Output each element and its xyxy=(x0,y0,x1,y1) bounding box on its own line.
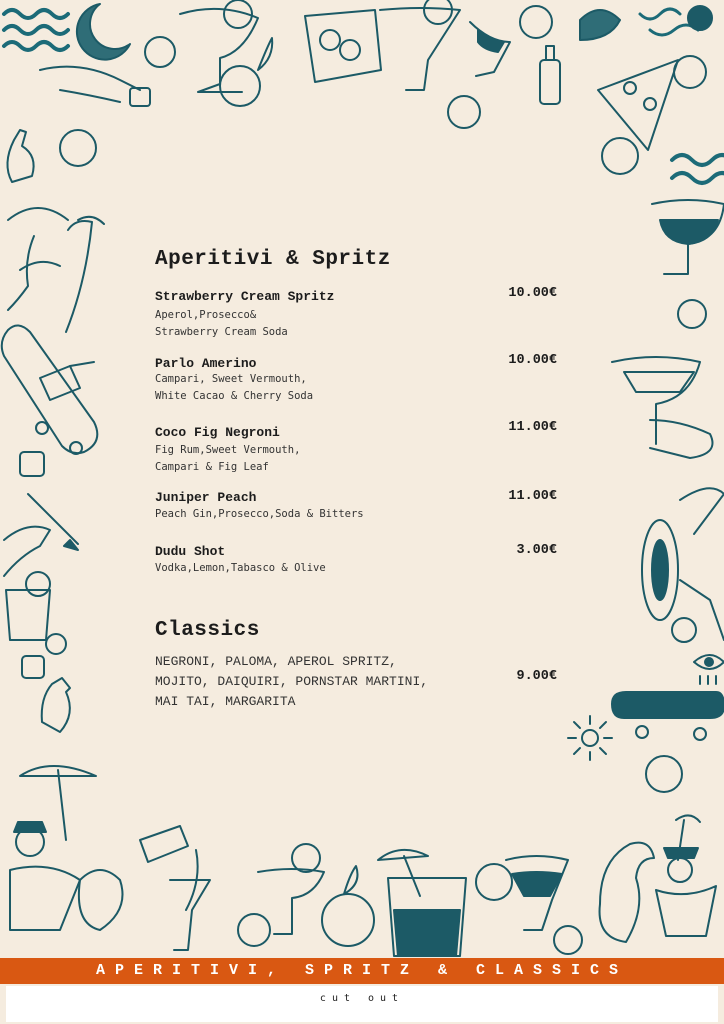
skateboard-icon xyxy=(2,325,98,454)
coupe-glass-icon xyxy=(506,856,568,930)
rocks-glass-icon xyxy=(388,878,466,956)
item-description: Fig Rum,Sweet Vermouth, Campari & Fig Leaf xyxy=(155,444,301,473)
lemon-slice-icon xyxy=(646,756,682,792)
leaf-icon xyxy=(344,866,358,894)
item-description: Peach Gin,Prosecco,Soda & Bitters xyxy=(155,508,364,520)
hand-icon xyxy=(4,527,50,576)
coupe-glass-icon xyxy=(652,200,724,274)
menu-item xyxy=(155,490,557,523)
cut-out-strip: cut out xyxy=(6,986,718,1022)
lemon-slice-icon xyxy=(476,864,512,900)
coupe-glass-icon xyxy=(470,22,510,76)
item-name: Coco Fig Negroni xyxy=(155,425,280,440)
eye-icon xyxy=(694,655,724,684)
menu-item xyxy=(155,286,557,341)
item-price: 11.00€ xyxy=(508,420,557,435)
item-price: 11.00€ xyxy=(508,489,557,504)
item-price: 10.00€ xyxy=(508,286,557,301)
leaf-icon xyxy=(258,38,272,70)
cocktail-umbrella-icon xyxy=(378,850,428,896)
ice-cube-icon xyxy=(20,452,44,476)
martini-glass-icon xyxy=(380,0,460,90)
menu-item xyxy=(155,420,557,476)
wave-icon xyxy=(4,10,68,50)
flamingo-icon xyxy=(600,843,654,942)
item-name: Strawberry Cream Spritz xyxy=(155,289,335,304)
section-title-classics: Classics xyxy=(155,619,260,642)
martini-glass-icon xyxy=(170,880,210,950)
lemon-slice-icon xyxy=(520,6,552,38)
lemon-icon xyxy=(322,894,374,946)
cup-icon xyxy=(40,362,94,400)
skeleton-icon xyxy=(10,822,80,930)
lemon-slice-icon xyxy=(602,138,638,174)
item-description: Campari, Sweet Vermouth, White Cacao & Cherry Soda xyxy=(155,373,314,402)
item-name: Parlo Amerino xyxy=(155,356,257,371)
bottle-icon xyxy=(42,678,70,732)
hand-icon xyxy=(40,67,140,102)
section-title-aperitivi: Aperitivi & Spritz xyxy=(155,248,391,271)
sun-icon xyxy=(688,6,712,30)
classics-block xyxy=(155,652,557,712)
ice-cube-icon xyxy=(22,656,44,678)
lemon-slice-icon xyxy=(678,300,706,328)
flamingo-float-icon xyxy=(79,870,123,930)
menu-item xyxy=(155,353,557,405)
item-name: Dudu Shot xyxy=(155,544,226,559)
leaf-icon xyxy=(580,10,620,40)
lemon-slice-icon xyxy=(554,926,582,954)
arrow-icon xyxy=(28,494,78,550)
moon-icon xyxy=(77,4,130,60)
lemon-icon xyxy=(238,914,270,946)
lemon-slice-icon xyxy=(448,96,480,128)
item-description: Aperol,Prosecco& Strawberry Cream Soda xyxy=(155,309,288,338)
classics-list: NEGRONI, PALOMA, APEROL SPRITZ, MOJITO, DAIQUIRI, PORNSTAR MARTINI, MAI TAI, MARGARITA xyxy=(155,654,429,709)
item-price: 3.00€ xyxy=(516,543,557,558)
footer-banner: APERITIVI, SPRITZ & CLASSICS xyxy=(0,958,724,984)
menu-content xyxy=(155,248,557,712)
coupe-glass-icon xyxy=(612,357,700,444)
rocks-glass-icon xyxy=(6,572,50,640)
skeleton-hand-icon xyxy=(60,130,96,166)
bottle-icon xyxy=(7,130,33,182)
skeleton-icon xyxy=(656,848,716,936)
mermaid-icon xyxy=(8,208,68,310)
rocks-glass-icon xyxy=(305,10,381,82)
hand-icon xyxy=(650,420,713,458)
lemon-slice-icon xyxy=(672,618,696,642)
fork-icon xyxy=(680,580,724,640)
lemon-slice-icon xyxy=(145,37,175,67)
pizza-icon xyxy=(598,60,678,150)
item-description: Vodka,Lemon,Tabasco & Olive xyxy=(155,562,326,574)
item-name: Juniper Peach xyxy=(155,490,257,505)
wave-icon xyxy=(672,155,724,183)
classics-price: 9.00€ xyxy=(516,669,557,684)
lemon-slice-icon xyxy=(674,56,706,88)
bottle-icon xyxy=(540,46,560,104)
hand-icon xyxy=(680,488,724,534)
palm-tree-icon xyxy=(66,217,104,332)
skateboard-icon xyxy=(612,692,724,740)
item-price: 10.00€ xyxy=(508,353,557,368)
pitcher-icon xyxy=(140,826,198,910)
lemon-icon xyxy=(220,66,260,106)
menu-item xyxy=(155,544,557,577)
sun-icon xyxy=(568,716,612,760)
cocktail-glass-icon xyxy=(180,0,258,92)
lemon-slice-icon xyxy=(46,634,66,654)
